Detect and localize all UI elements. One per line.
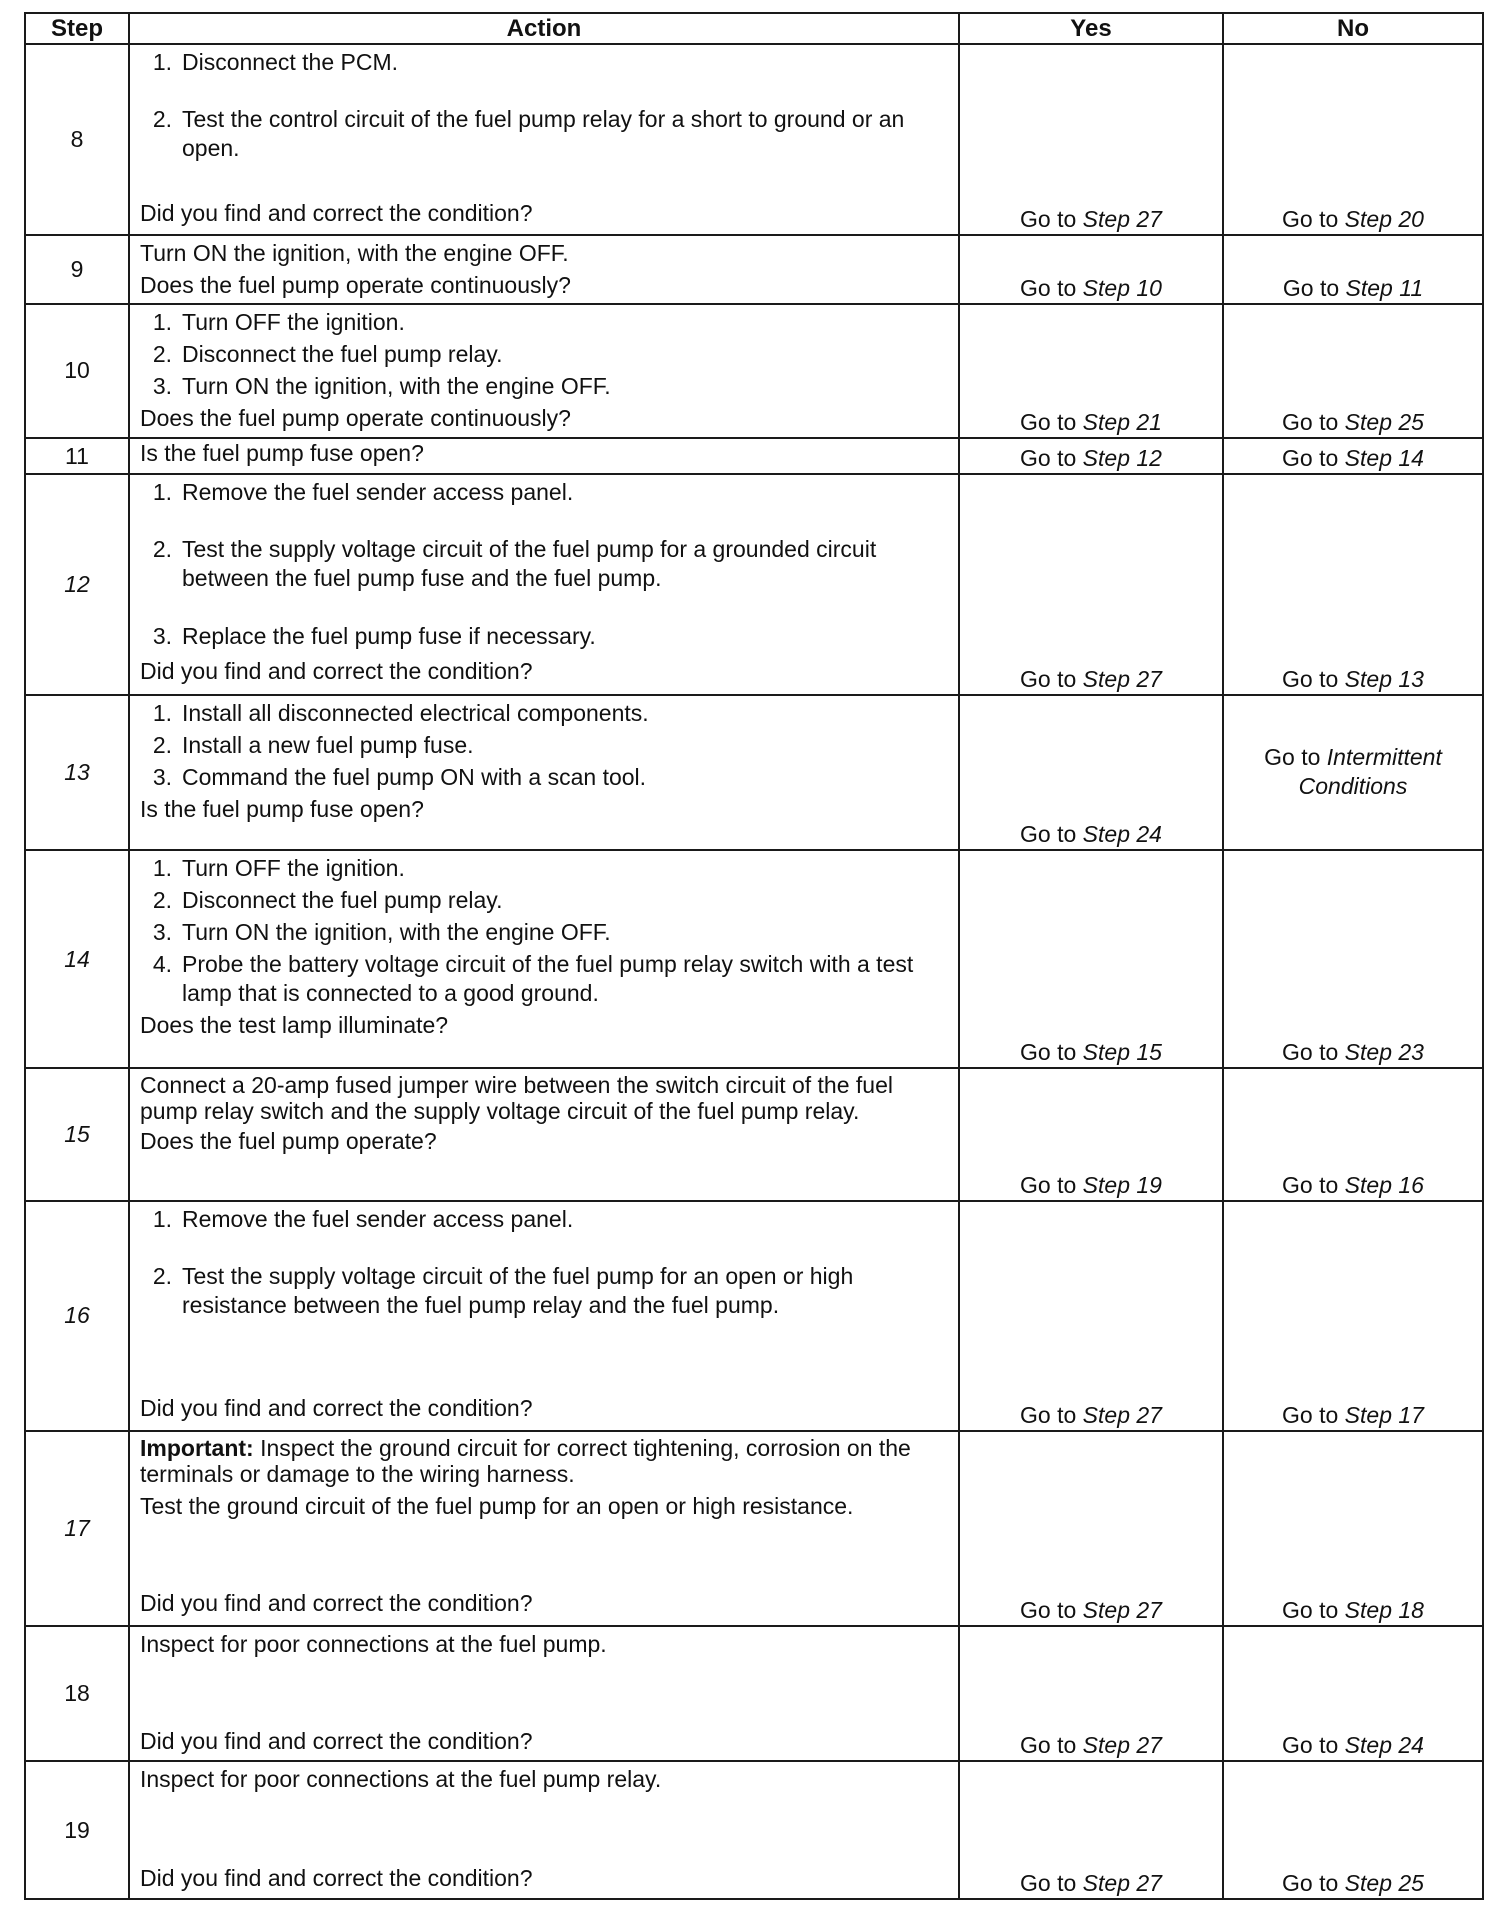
list-item [140, 1262, 948, 1320]
item-number: 2. [152, 886, 172, 913]
yes-cell [959, 695, 1223, 850]
item-text: Disconnect the PCM. [182, 49, 399, 75]
list-item [140, 886, 948, 915]
no-cell [1223, 1431, 1483, 1626]
list-item [140, 854, 948, 883]
goto-target: Step 20 [1344, 206, 1424, 233]
step-number: 14 [25, 850, 129, 1068]
action-cell [129, 438, 959, 474]
no-cell [1223, 438, 1483, 474]
question-text: Does the fuel pump operate continuously? [140, 272, 571, 299]
item-number: 2. [152, 106, 172, 132]
list-item [140, 340, 948, 369]
list-item [140, 622, 948, 651]
goto-target: Step 15 [1082, 1039, 1162, 1066]
no-cell [1223, 304, 1483, 438]
item-text: Test the control circuit of the fuel pump relay for a short to ground or an open. [182, 106, 905, 161]
goto-target: Step 17 [1344, 1402, 1424, 1429]
action-cell [129, 304, 959, 438]
item-number: 3. [152, 623, 172, 650]
goto-target: Step 13 [1344, 665, 1424, 692]
table-row [25, 1431, 1483, 1626]
yes-cell [959, 1068, 1223, 1200]
question-text: Did you find and correct the condition? [140, 1394, 533, 1421]
goto-prefix: Go to [1020, 409, 1077, 436]
list-item [140, 918, 948, 947]
action-cell [129, 235, 959, 303]
item-text: Replace the fuel pump fuse if necessary. [182, 623, 596, 650]
step-number: 13 [25, 695, 129, 850]
yes-cell [959, 235, 1223, 303]
goto-prefix: Go to [1020, 1732, 1077, 1759]
goto-target: Step 24 [1344, 1732, 1424, 1759]
list-item [140, 48, 948, 77]
question-text: Is the fuel pump fuse open? [140, 440, 424, 467]
step-number: 10 [25, 304, 129, 438]
goto-target: Step 21 [1082, 409, 1162, 436]
goto-prefix: Go to [1282, 274, 1340, 301]
action-cell [129, 1068, 959, 1200]
no-cell [1223, 850, 1483, 1068]
no-cell [1223, 1761, 1483, 1899]
goto-prefix: Go to [1020, 274, 1077, 301]
question-text: Did you find and correct the condition? [140, 1590, 533, 1617]
important-text: Inspect the ground circuit for correct tightening, corrosion on the terminals or damage to the wiring harness. [140, 1435, 911, 1488]
no-cell [1223, 1201, 1483, 1432]
item-number: 2. [152, 731, 172, 758]
no-cell [1223, 44, 1483, 235]
item-text: Test the supply voltage circuit of the fuel pump for a grounded circuit between the fuel pump fuse and the fuel pump. [182, 536, 877, 592]
list-item [140, 372, 948, 401]
goto-target: Step 25 [1344, 409, 1424, 436]
step-number: 11 [25, 438, 129, 474]
item-text: Install a new fuel pump fuse. [182, 731, 474, 758]
goto-prefix: Go to [1264, 744, 1321, 771]
goto-target: Step 14 [1344, 445, 1424, 472]
table-row [25, 304, 1483, 438]
table-row [25, 44, 1483, 235]
step-number: 16 [25, 1201, 129, 1432]
question-text: Did you find and correct the condition? [140, 200, 533, 226]
list-item [140, 763, 948, 792]
action-text: Inspect for poor connections at the fuel pump relay. [140, 1766, 662, 1793]
yes-cell [959, 1626, 1223, 1762]
item-number: 1. [152, 49, 172, 75]
header-step: Step [25, 13, 129, 44]
step-number: 12 [25, 474, 129, 694]
item-text: Install all disconnected electrical components. [182, 699, 649, 726]
action-text: Connect a 20-amp fused jumper wire between the switch circuit of the fuel pump relay switch and the supply voltage circuit of the fuel pump relay. [140, 1072, 893, 1125]
header-no: No [1223, 13, 1483, 44]
item-text: Disconnect the fuel pump relay. [182, 886, 503, 913]
table-row [25, 850, 1483, 1068]
list-item [140, 308, 948, 337]
item-text: Remove the fuel sender access panel. [182, 479, 574, 506]
step-number: 17 [25, 1431, 129, 1626]
goto-target: Step 27 [1082, 206, 1162, 233]
list-item [140, 950, 948, 1008]
item-number: 2. [152, 536, 172, 563]
list-item [140, 105, 948, 163]
goto-target: Step 27 [1082, 1870, 1162, 1896]
item-text: Command the fuel pump ON with a scan tool. [182, 763, 647, 790]
goto-prefix: Go to [1020, 1596, 1077, 1623]
goto-prefix: Go to [1282, 1870, 1339, 1896]
step-number: 8 [25, 44, 129, 235]
item-text: Probe the battery voltage circuit of the fuel pump relay switch with a test lamp that is connected to a good ground. [182, 950, 914, 1006]
goto-target: Intermittent Conditions [1298, 744, 1442, 800]
goto-prefix: Go to [1282, 206, 1339, 233]
goto-prefix: Go to [1282, 1596, 1339, 1623]
goto-target: Step 27 [1082, 1402, 1162, 1429]
action-cell [129, 1431, 959, 1626]
no-cell [1223, 1068, 1483, 1200]
goto-target: Step 23 [1344, 1039, 1424, 1066]
yes-cell [959, 44, 1223, 235]
goto-prefix: Go to [1282, 665, 1339, 692]
question-text: Does the fuel pump operate continuously? [140, 404, 571, 431]
table-row [25, 474, 1483, 694]
action-cell [129, 1201, 959, 1432]
goto-target: Step 27 [1082, 665, 1162, 692]
header-yes: Yes [959, 13, 1223, 44]
item-number: 1. [152, 854, 172, 881]
item-text: Turn ON the ignition, with the engine OFF. [182, 372, 611, 399]
goto-target: Step 11 [1345, 274, 1424, 301]
goto-prefix: Go to [1282, 409, 1339, 436]
goto-prefix: Go to [1020, 1402, 1077, 1429]
yes-cell [959, 1431, 1223, 1626]
action-text: Inspect for poor connections at the fuel pump. [140, 1630, 607, 1657]
step-number: 19 [25, 1761, 129, 1899]
table-row [25, 695, 1483, 850]
list-item [140, 699, 948, 728]
item-number: 3. [152, 372, 172, 399]
goto-target: Step 12 [1082, 445, 1162, 472]
action-text: Turn ON the ignition, with the engine OFF. [140, 240, 569, 267]
action-cell [129, 695, 959, 850]
goto-target: Step 27 [1082, 1732, 1162, 1759]
yes-cell [959, 474, 1223, 694]
goto-target: Step 10 [1082, 274, 1162, 301]
goto-prefix: Go to [1282, 1732, 1339, 1759]
goto-target: Step 18 [1344, 1596, 1424, 1623]
item-number: 4. [152, 950, 172, 977]
item-number: 3. [152, 763, 172, 790]
table-row [25, 1626, 1483, 1762]
item-text: Turn OFF the ignition. [182, 308, 405, 335]
diagnostic-table [24, 12, 1484, 1900]
item-text: Remove the fuel sender access panel. [182, 1205, 574, 1232]
yes-cell [959, 1201, 1223, 1432]
item-number: 2. [152, 340, 172, 367]
goto-prefix: Go to [1282, 1171, 1339, 1198]
goto-prefix: Go to [1020, 820, 1077, 847]
list-item [140, 478, 948, 507]
goto-prefix: Go to [1020, 665, 1077, 692]
item-number: 1. [152, 699, 172, 726]
table-row [25, 438, 1483, 474]
yes-cell [959, 850, 1223, 1068]
question-text: Did you find and correct the condition? [140, 1865, 533, 1892]
step-number: 15 [25, 1068, 129, 1200]
action-text: Test the ground circuit of the fuel pump for an open or high resistance. [140, 1493, 854, 1520]
goto-target: Step 25 [1344, 1870, 1424, 1896]
list-item [140, 731, 948, 760]
goto-prefix: Go to [1282, 1039, 1339, 1066]
goto-target: Step 16 [1344, 1171, 1424, 1198]
question-text: Does the test lamp illuminate? [140, 1011, 449, 1038]
item-number: 3. [152, 918, 172, 945]
action-cell [129, 1761, 959, 1899]
table-row [25, 1068, 1483, 1200]
goto-prefix: Go to [1282, 1402, 1339, 1429]
list-item [140, 535, 948, 593]
question-text: Does the fuel pump operate? [140, 1128, 437, 1155]
yes-cell [959, 438, 1223, 474]
action-cell [129, 474, 959, 694]
no-cell [1223, 1626, 1483, 1762]
important-note [140, 1435, 948, 1487]
action-cell [129, 44, 959, 235]
goto-prefix: Go to [1020, 445, 1077, 472]
action-cell [129, 850, 959, 1068]
action-cell [129, 1626, 959, 1762]
item-text: Turn ON the ignition, with the engine OFF. [182, 918, 611, 945]
no-cell [1223, 474, 1483, 694]
item-text: Disconnect the fuel pump relay. [182, 340, 503, 367]
table-row [25, 1761, 1483, 1899]
table-row [25, 235, 1483, 303]
goto-prefix: Go to [1020, 1039, 1077, 1066]
item-text: Turn OFF the ignition. [182, 854, 405, 881]
question-text: Did you find and correct the condition? [140, 658, 533, 685]
no-cell [1223, 235, 1483, 303]
item-number: 1. [152, 308, 172, 335]
table-row [25, 1201, 1483, 1432]
goto-target: Step 24 [1082, 820, 1162, 847]
item-number: 2. [152, 1262, 172, 1289]
item-number: 1. [152, 479, 172, 506]
goto-prefix: Go to [1282, 445, 1339, 472]
goto-prefix: Go to [1020, 1870, 1077, 1896]
question-text: Is the fuel pump fuse open? [140, 795, 424, 822]
goto-target: Step 19 [1082, 1171, 1162, 1198]
step-number: 18 [25, 1626, 129, 1762]
step-number: 9 [25, 235, 129, 303]
item-number: 1. [152, 1205, 172, 1232]
yes-cell [959, 1761, 1223, 1899]
header-row [25, 13, 1483, 44]
question-text: Did you find and correct the condition? [140, 1727, 533, 1754]
yes-cell [959, 304, 1223, 438]
header-action: Action [129, 13, 959, 44]
no-cell [1223, 695, 1483, 850]
item-text: Test the supply voltage circuit of the fuel pump for an open or high resistance between the fuel pump relay and the fuel pump. [182, 1262, 854, 1318]
important-label: Important: [140, 1435, 254, 1462]
goto-target: Step 27 [1082, 1596, 1162, 1623]
list-item [140, 1205, 948, 1234]
goto-prefix: Go to [1020, 206, 1077, 233]
goto-prefix: Go to [1020, 1171, 1077, 1198]
